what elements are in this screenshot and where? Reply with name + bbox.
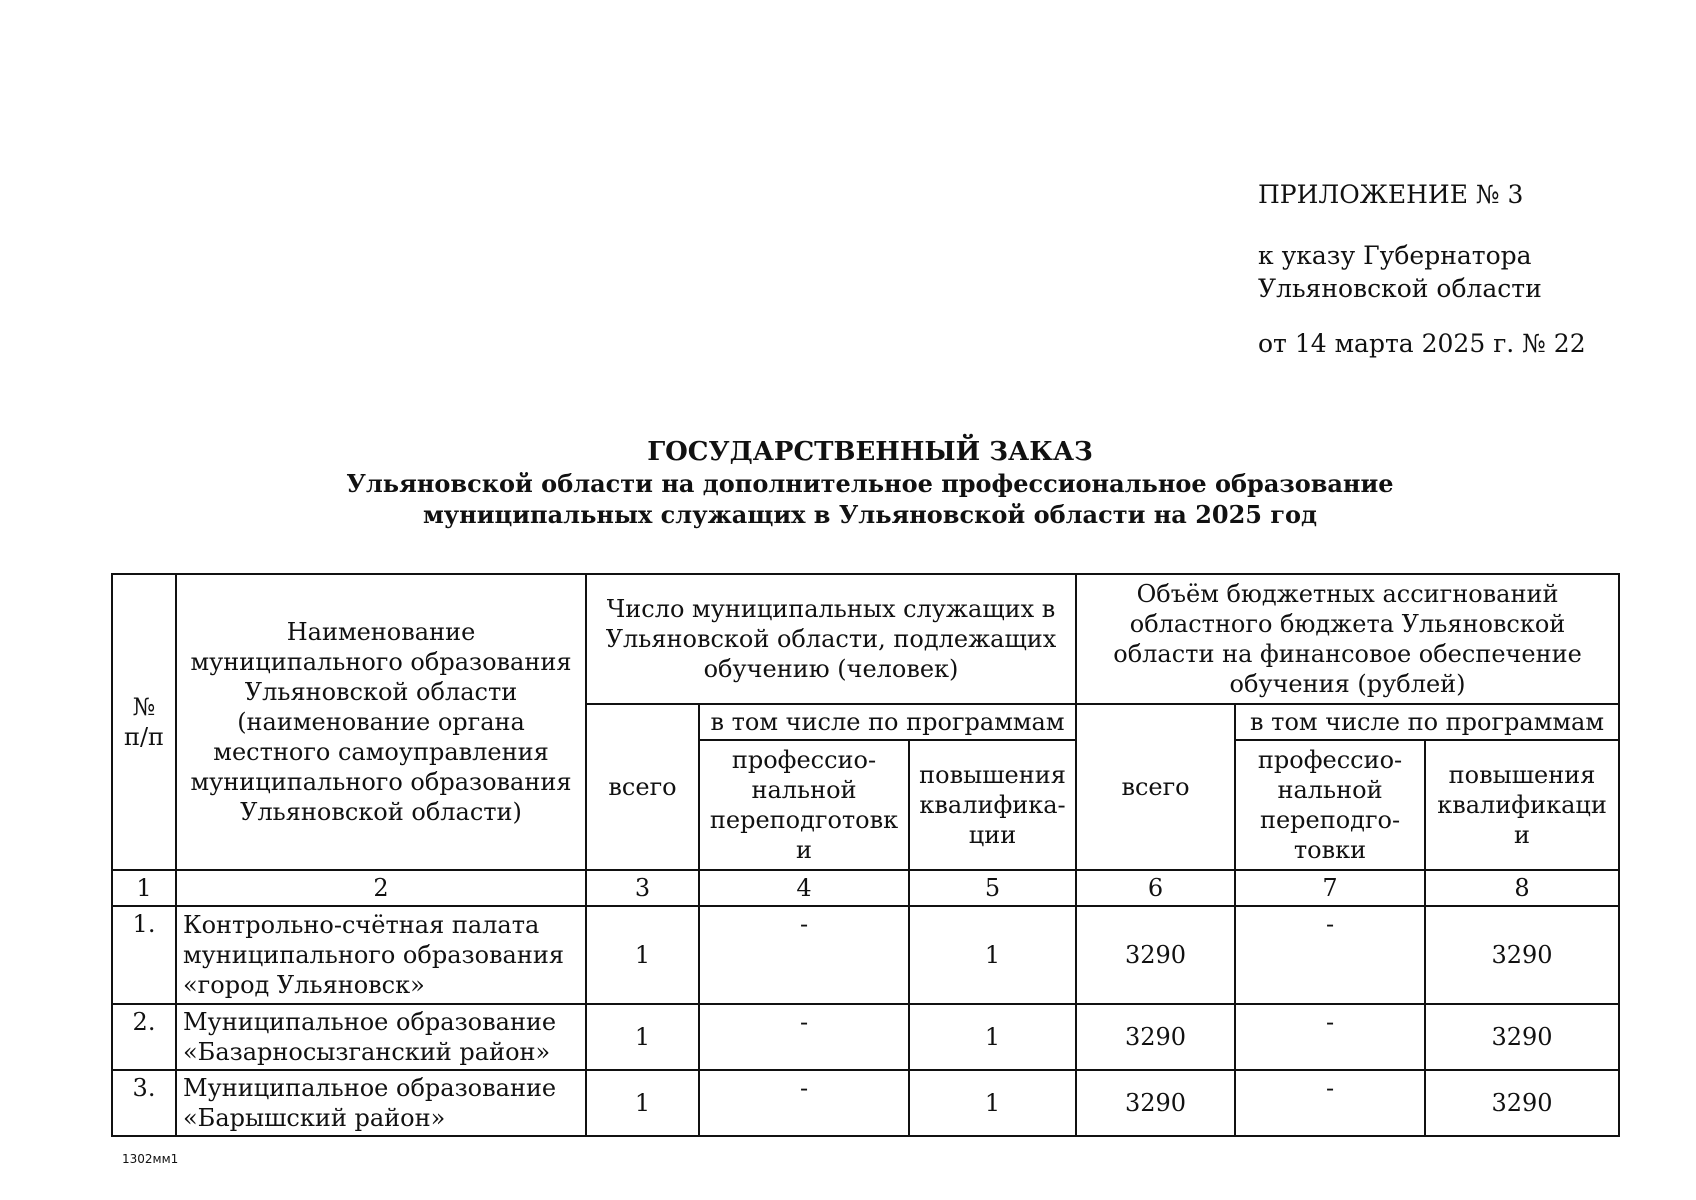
appendix-block: [1258, 178, 1586, 360]
row-name: Контрольно-счётная палата муниципального образования «город Ульяновск»: [176, 906, 586, 1004]
row-retraining: -: [699, 906, 909, 1004]
header-count-total: всего: [586, 704, 699, 870]
row-budget-qualification: 3290: [1425, 1004, 1619, 1070]
column-number: 8: [1425, 870, 1619, 906]
header-budget-incl: в том числе по программам: [1235, 704, 1619, 740]
appendix-ref-line1: к указу Губернатора: [1258, 241, 1532, 270]
header-budget-total: всего: [1076, 704, 1235, 870]
header-budget-group: Объём бюджетных ассигнований областного бюджета Ульяновской области на финансовое обеспечение обучения (рублей): [1076, 574, 1619, 704]
row-budget-retraining: -: [1235, 906, 1425, 1004]
row-budget-qualification: 3290: [1425, 906, 1619, 1004]
row-budget-retraining: -: [1235, 1070, 1425, 1136]
column-number: 7: [1235, 870, 1425, 906]
row-qualification: 1: [909, 906, 1076, 1004]
column-number: 1: [112, 870, 176, 906]
header-row-1: [112, 574, 1619, 704]
order-table: [111, 573, 1620, 1137]
appendix-date: от 14 марта 2025 г. № 22: [1258, 329, 1586, 358]
row-name: Муниципальное образование «Барышский район»: [176, 1070, 586, 1136]
header-count-incl: в том числе по программам: [699, 704, 1076, 740]
header-count-retraining: профессио-нальной переподготовки: [699, 740, 909, 870]
row-num: 3.: [112, 1070, 176, 1136]
row-budget-qualification: 3290: [1425, 1070, 1619, 1136]
header-budget-qualification: повышения квалификации: [1425, 740, 1619, 870]
row-num: 1.: [112, 906, 176, 1004]
row-budget-total: 3290: [1076, 906, 1235, 1004]
title-sub-line1: Ульяновской области на дополнительное профессиональное образование: [346, 469, 1394, 498]
appendix-ref-line2: Ульяновской области: [1258, 274, 1542, 303]
row-qualification: 1: [909, 1004, 1076, 1070]
header-budget-retraining: профессио-нальной переподго-товки: [1235, 740, 1425, 870]
column-number: 5: [909, 870, 1076, 906]
row-retraining: -: [699, 1004, 909, 1070]
column-number: 3: [586, 870, 699, 906]
row-budget-total: 3290: [1076, 1070, 1235, 1136]
column-number: 2: [176, 870, 586, 906]
header-count-qualification: повышения квалифика-ции: [909, 740, 1076, 870]
column-number: 6: [1076, 870, 1235, 906]
row-retraining: -: [699, 1070, 909, 1136]
row-total: 1: [586, 1004, 699, 1070]
row-num: 2.: [112, 1004, 176, 1070]
title-main: ГОСУДАРСТВЕННЫЙ ЗАКАЗ: [647, 437, 1093, 467]
table-row: [112, 1070, 1619, 1136]
row-budget-total: 3290: [1076, 1004, 1235, 1070]
document-code: 1302мм1: [122, 1152, 179, 1166]
column-number: 4: [699, 870, 909, 906]
row-total: 1: [586, 906, 699, 1004]
row-qualification: 1: [909, 1070, 1076, 1136]
header-name: Наименование муниципального образования Ульяновской области (наименование органа местного самоуправления муниципального образования Ульяновской области): [176, 574, 586, 870]
column-number-row: [112, 870, 1619, 906]
table-row: [112, 1004, 1619, 1070]
row-budget-retraining: -: [1235, 1004, 1425, 1070]
row-name: Муниципальное образование «Базарносызганский район»: [176, 1004, 586, 1070]
appendix-number: ПРИЛОЖЕНИЕ № 3: [1258, 180, 1524, 209]
header-count-group: Число муниципальных служащих в Ульяновской области, подлежащих обучению (человек): [586, 574, 1076, 704]
row-total: 1: [586, 1070, 699, 1136]
document-title: [120, 437, 1620, 530]
header-num: № п/п: [112, 574, 176, 870]
title-sub-line2: муниципальных служащих в Ульяновской области на 2025 год: [422, 500, 1318, 529]
table-row: [112, 906, 1619, 1004]
